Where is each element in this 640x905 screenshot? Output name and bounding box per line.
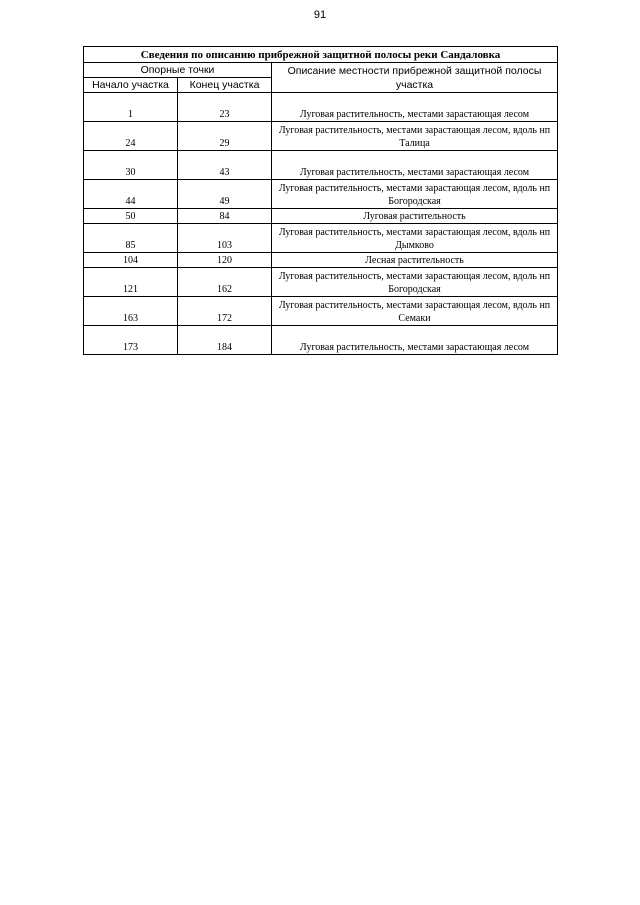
header-end: Конец участка xyxy=(178,78,272,93)
header-points: Опорные точки xyxy=(84,63,272,78)
table-row xyxy=(84,297,558,326)
cell-end: 103 xyxy=(178,224,272,253)
cell-start: 50 xyxy=(84,209,178,224)
cell-description: Луговая растительность, местами зарастающая лесом xyxy=(272,326,558,355)
cell-end: 23 xyxy=(178,93,272,122)
cell-end: 162 xyxy=(178,268,272,297)
cell-description: Луговая растительность, местами зарастающая лесом, вдоль нп Семаки xyxy=(272,297,558,326)
header-description: Описание местности прибрежной защитной полосы участка xyxy=(272,63,558,93)
cell-description: Луговая растительность, местами зарастающая лесом, вдоль нп Талица xyxy=(272,122,558,151)
table-header-row xyxy=(84,63,558,78)
table-row xyxy=(84,151,558,180)
table-row xyxy=(84,93,558,122)
cell-start: 163 xyxy=(84,297,178,326)
page-number: 91 xyxy=(313,9,327,21)
cell-description: Луговая растительность xyxy=(272,209,558,224)
table-row xyxy=(84,209,558,224)
table-row xyxy=(84,268,558,297)
cell-end: 84 xyxy=(178,209,272,224)
cell-end: 172 xyxy=(178,297,272,326)
cell-description: Луговая растительность, местами зарастающая лесом, вдоль нп Богородская xyxy=(272,268,558,297)
cell-description: Луговая растительность, местами зарастающая лесом xyxy=(272,151,558,180)
table-row xyxy=(84,224,558,253)
cell-start: 85 xyxy=(84,224,178,253)
cell-start: 173 xyxy=(84,326,178,355)
cell-end: 120 xyxy=(178,253,272,268)
table-row xyxy=(84,253,558,268)
cell-end: 29 xyxy=(178,122,272,151)
cell-end: 184 xyxy=(178,326,272,355)
table-row xyxy=(84,326,558,355)
table-title-row xyxy=(84,47,558,63)
cell-description: Луговая растительность, местами зарастающая лесом, вдоль нп Богородская xyxy=(272,180,558,209)
cell-start: 30 xyxy=(84,151,178,180)
shore-strip-table xyxy=(83,46,558,355)
cell-start: 44 xyxy=(84,180,178,209)
cell-start: 24 xyxy=(84,122,178,151)
cell-description: Луговая растительность, местами зарастающая лесом, вдоль нп Дымково xyxy=(272,224,558,253)
cell-start: 121 xyxy=(84,268,178,297)
cell-start: 104 xyxy=(84,253,178,268)
cell-end: 43 xyxy=(178,151,272,180)
cell-end: 49 xyxy=(178,180,272,209)
table-row xyxy=(84,180,558,209)
table-title: Сведения по описанию прибрежной защитной полосы реки Сандаловка xyxy=(84,47,558,63)
table-row xyxy=(84,122,558,151)
cell-description: Лесная растительность xyxy=(272,253,558,268)
cell-start: 1 xyxy=(84,93,178,122)
cell-description: Луговая растительность, местами зарастающая лесом xyxy=(272,93,558,122)
header-start: Начало участка xyxy=(84,78,178,93)
